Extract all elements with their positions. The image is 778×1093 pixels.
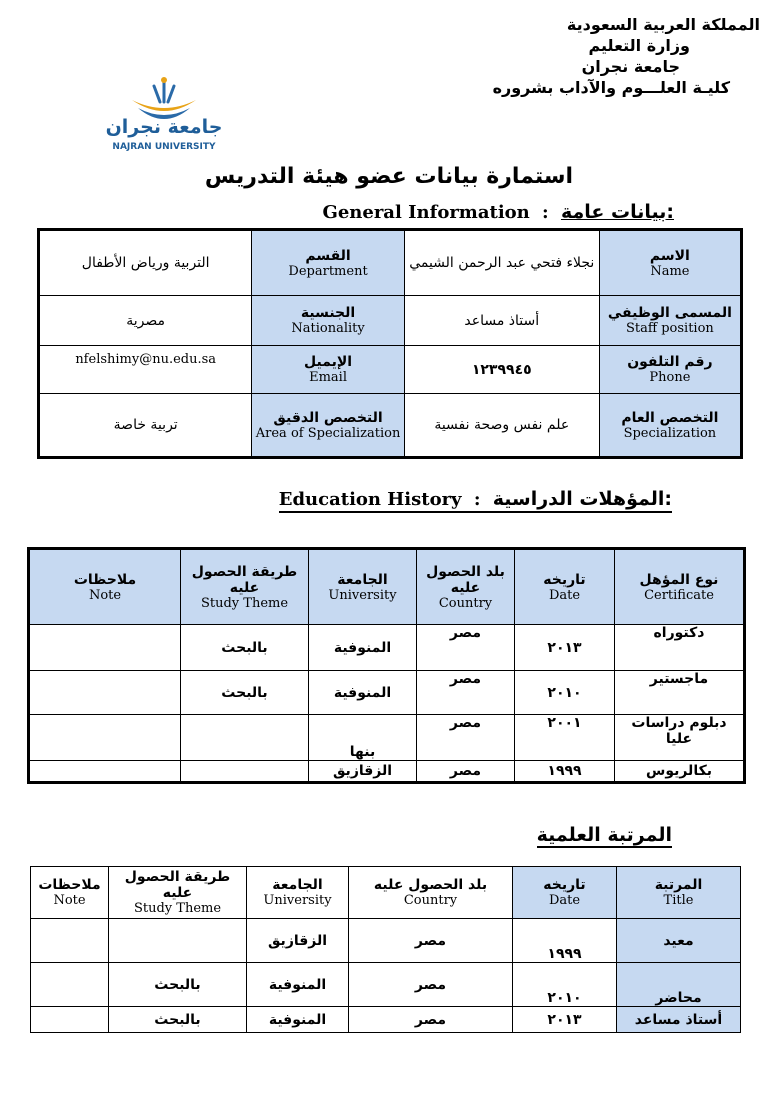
value-nationality: مصرية	[39, 296, 252, 346]
cell-note	[31, 919, 109, 963]
cell-certificate: ماجستير	[615, 671, 745, 715]
cell-note	[31, 1007, 109, 1033]
cell-university: المنوفية	[247, 963, 349, 1007]
letterhead	[492, 14, 760, 98]
general-info-heading-ar: بيانات عامة:	[560, 201, 674, 223]
education-header-row	[29, 549, 745, 625]
value-department: التربية ورياض الأطفال	[39, 230, 252, 296]
cell-country: مصر	[417, 715, 515, 761]
cell-note	[29, 625, 181, 671]
table-row	[31, 963, 741, 1007]
letterhead-ministry: وزارة التعليم	[588, 36, 690, 55]
general-row-phone	[39, 346, 742, 394]
general-row-name	[39, 230, 742, 296]
cell-note	[29, 715, 181, 761]
cell-note	[31, 963, 109, 1007]
cell-university: الزقازيق	[309, 761, 417, 783]
cell-university: بنها	[309, 715, 417, 761]
cell-country: مصر	[417, 625, 515, 671]
value-specialization: علم نفس وصحة نفسية	[404, 394, 599, 458]
rank-header-row	[31, 867, 741, 919]
label-specialization: التخصص العام Specialization	[599, 394, 741, 458]
education-heading: Education History : المؤهلات الدراسية:	[279, 488, 672, 513]
value-staff-position: أستاذ مساعد	[404, 296, 599, 346]
label-department: القسم Department	[252, 230, 404, 296]
cell-method	[181, 761, 309, 783]
cell-certificate: دبلوم دراسات عليا	[615, 715, 745, 761]
cell-rank-title: محاضر	[617, 963, 741, 1007]
label-email: الإيميل Email	[252, 346, 404, 394]
cell-country: مصر	[417, 671, 515, 715]
table-row	[29, 625, 745, 671]
cell-method: بالبحث	[109, 1007, 247, 1033]
cell-date: ٢٠١٣	[515, 625, 615, 671]
letterhead-country: المملكة العربية السعودية	[566, 15, 760, 34]
cell-date: ١٩٩٩	[515, 761, 615, 783]
cell-rank-title: معيد	[617, 919, 741, 963]
cell-country: مصر	[349, 919, 513, 963]
cell-note	[29, 761, 181, 783]
table-row	[29, 671, 745, 715]
cell-date: ٢٠١٠	[515, 671, 615, 715]
cell-university: المنوفية	[309, 625, 417, 671]
education-col-country: بلد الحصول عليه Country	[417, 549, 515, 625]
cell-date: ٢٠٠١	[515, 715, 615, 761]
education-col-study-theme: طريقة الحصول عليه Study Theme	[181, 549, 309, 625]
cell-certificate: دكتوراه	[615, 625, 745, 671]
cell-method	[181, 715, 309, 761]
rank-col-university: الجامعة University	[247, 867, 349, 919]
education-heading-en: Education History	[278, 489, 462, 510]
cell-university: المنوفية	[309, 671, 417, 715]
cell-method: بالبحث	[181, 625, 309, 671]
education-heading-ar: المؤهلات الدراسية:	[492, 488, 672, 510]
cell-university: الزقازيق	[247, 919, 349, 963]
academic-rank-heading: المرتبة العلمية	[536, 824, 672, 846]
logo-english-text: NAJRAN UNIVERSITY	[112, 142, 216, 152]
education-col-note: ملاحظات Note	[29, 549, 181, 625]
value-phone: ١٢٣٩٩٤٥	[404, 346, 599, 394]
value-name: نجلاء فتحي عبد الرحمن الشيمي	[404, 230, 599, 296]
cell-method: بالبحث	[109, 963, 247, 1007]
general-row-position	[39, 296, 742, 346]
cell-country: مصر	[349, 1007, 513, 1033]
general-info-table	[37, 228, 743, 459]
cell-date: ١٩٩٩	[513, 919, 617, 963]
form-title: استمارة بيانات عضو هيئة التدريس	[204, 164, 574, 189]
cell-date: ٢٠١٠	[513, 963, 617, 1007]
table-row	[31, 1007, 741, 1033]
rank-col-title: المرتبة Title	[617, 867, 741, 919]
table-row	[29, 761, 745, 783]
rank-col-note: ملاحظات Note	[31, 867, 109, 919]
cell-certificate: بكالريوس	[615, 761, 745, 783]
rank-col-date: تاريخه Date	[513, 867, 617, 919]
label-name: الاسم Name	[599, 230, 741, 296]
education-col-certificate: نوع المؤهل Certificate	[615, 549, 745, 625]
education-col-date: تاريخه Date	[515, 549, 615, 625]
general-info-heading-en: General Information	[322, 202, 530, 223]
general-row-specialization	[39, 394, 742, 458]
education-table	[27, 547, 746, 784]
education-col-university: الجامعة University	[309, 549, 417, 625]
letterhead-university: جامعة نجران	[581, 57, 680, 76]
table-row	[29, 715, 745, 761]
cell-method: بالبحث	[181, 671, 309, 715]
cell-method	[109, 919, 247, 963]
rank-col-study-theme: طريقة الحصول عليه Study Theme	[109, 867, 247, 919]
general-info-heading: General Information : بيانات عامة:	[322, 201, 674, 223]
value-area-of-specialization: تربية خاصة	[39, 394, 252, 458]
cell-date: ٢٠١٣	[513, 1007, 617, 1033]
university-logo	[98, 76, 230, 156]
cell-university: المنوفية	[247, 1007, 349, 1033]
academic-rank-table	[30, 866, 741, 1033]
cell-country: مصر	[417, 761, 515, 783]
letterhead-college: كليـة العلـــوم والآداب بشروره	[492, 78, 730, 97]
label-nationality: الجنسية Nationality	[252, 296, 404, 346]
label-phone: رقم التلفون Phone	[599, 346, 741, 394]
label-area-of-specialization: التخصص الدقيق Area of Specialization	[252, 394, 404, 458]
table-row	[31, 919, 741, 963]
logo-arabic-text: جامعة نجران	[105, 116, 223, 138]
rank-col-country: بلد الحصول عليه Country	[349, 867, 513, 919]
cell-note	[29, 671, 181, 715]
cell-country: مصر	[349, 963, 513, 1007]
value-email: nfelshimy@nu.edu.sa	[39, 346, 252, 394]
cell-rank-title: أستاذ مساعد	[617, 1007, 741, 1033]
label-staff-position: المسمى الوظيفي Staff position	[599, 296, 741, 346]
